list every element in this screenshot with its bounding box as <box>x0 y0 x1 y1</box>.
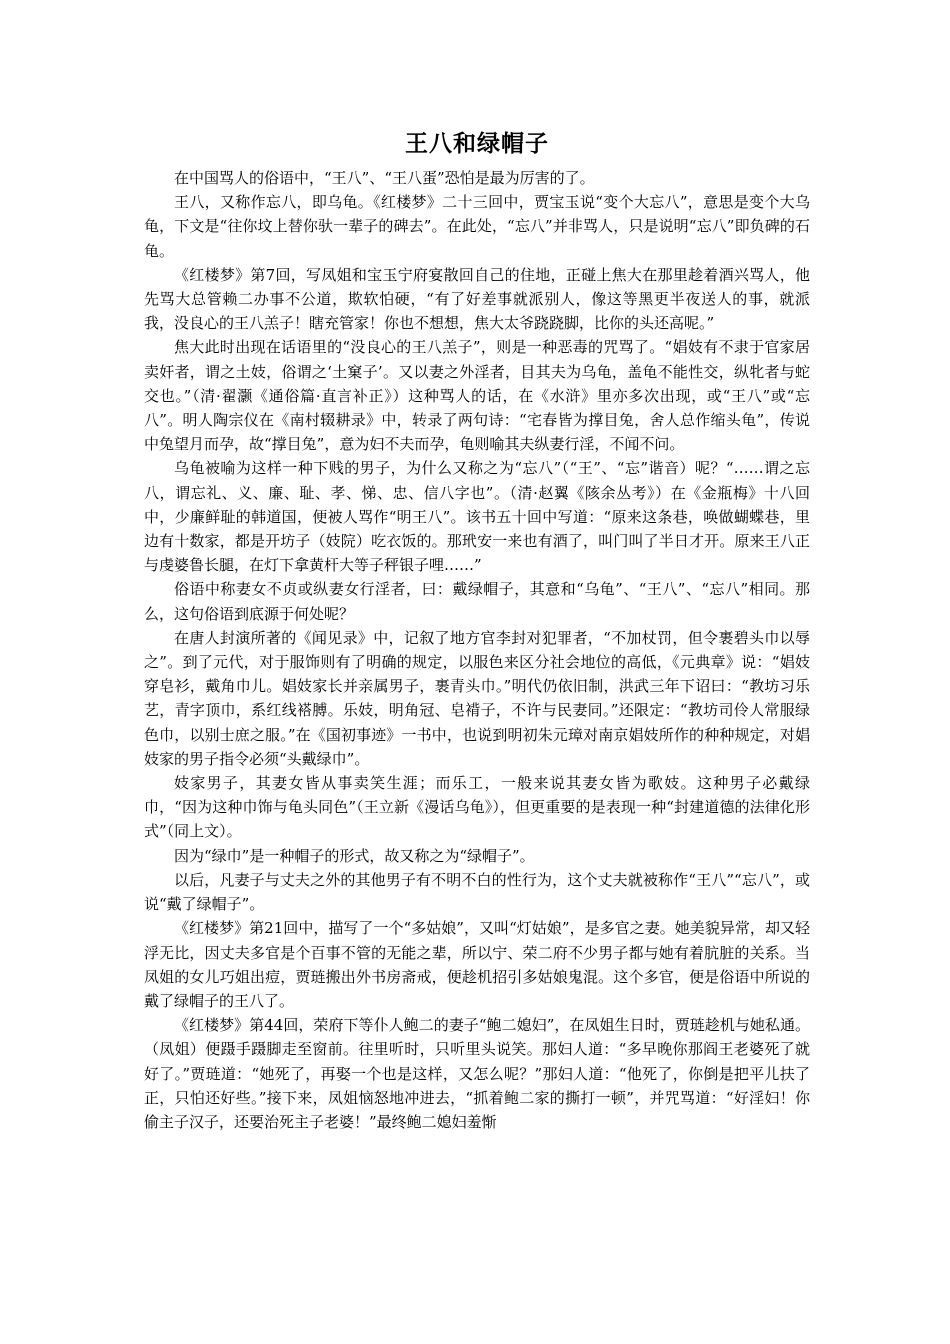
paragraph: 《红楼梦》第7回，写凤姐和宝玉宁府宴散回自己的住地，正碰上焦大在那里趁着酒兴骂人，他先骂大总管赖二办事不公道，欺软怕硬，“有了好差事就派别人，像这等黑更半夜送人的事，就派我，没良心的王八羔子！瞎充管家！你也不想想，焦大太爷跷跷脚，比你的头还高呢。” <box>144 265 810 333</box>
paragraph: 焦大此时出现在话语里的“没良心的王八羔子”，则是一种恶毒的咒骂了。“娼妓有不隶于官家居卖奸者，谓之土妓，俗谓之‘土窠子’。又以妻之外淫者，目其夫为乌龟，盖龟不能性交，纵牝者与蛇交也。”（清·翟灏《通俗篇·直言补正》）这种骂人的话，在《水浒》里亦多次出现，或“王八”或“忘八”。明人陶宗仪在《南村辍耕录》中，转录了两句诗：“宅春皆为撑目兔，舍人总作缩头龟”，传说中兔望月而孕，故“撑目兔”，意为妇不夫而孕，龟则喻其夫纵妻行淫，不闻不问。 <box>144 338 810 454</box>
paragraph: 乌龟被喻为这样一种下贱的男子，为什么又称之为“忘八”（“王”、“忘”谐音）呢？“……谓之忘八，谓忘礼、义、廉、耻、孝、悌、忠、信八字也”。（清·赵翼《陔余丛考》）在《金瓶梅》十八回中，少廉鲜耻的韩道国，便被人骂作“明王八”。该书五十回中写道：“原来这条巷，唤做蝴蝶巷，里边有十数家，都是开坊子（妓院）吃衣饭的。那玳安一来也有酒了，叫门叫了半日才开。原来王八正与虔婆鲁长腿，在灯下拿黄杆大等子秤银子哩……” <box>144 459 810 575</box>
paragraph: 俗语中称妻女不贞或纵妻女行淫者，曰：戴绿帽子，其意和“乌龟”、“王八”、“忘八”相同。那么，这句俗语到底源于何处呢？ <box>144 580 810 623</box>
document-title: 王八和绿帽子 <box>405 131 549 157</box>
paragraph: 《红楼梦》第44回，荣府下等仆人鲍二的妻子“鲍二媳妇”，在凤姐生日时，贾琏趁机与她私通。（凤姐）便蹑手蹑脚走至窗前。往里听时，只听里头说笑。那妇人道：“多早晚你那阎王老婆死了就好了。”贾琏道：“她死了，再娶一个也是这样，又怎么呢？”那妇人道：“他死了，你倒是把平儿扶了正，只怕还好些。”接下来，凤姐恼怒地冲进去，“抓着鲍二家的撕打一顿”，并咒骂道：“好淫妇！你偷主子汉子，还要治死主子老婆！”最终鲍二媳妇羞惭 <box>144 1016 810 1131</box>
paragraph: 《红楼梦》第21回中，描写了一个“多姑娘”，又叫“灯姑娘”，是多官之妻。她美貌异常，却又轻浮无比，因丈夫多官是个百事不管的无能之辈，所以宁、荣二府不少男子都与她有着肮脏的关系。当凤姐的女儿巧姐出痘，贾琏搬出外书房斋戒，便趁机招引多姑娘鬼混。这个多官，便是俗语中所说的戴了绿帽子的王八了。 <box>144 919 810 1010</box>
paragraph: 因为“绿巾”是一种帽子的形式，故又称之为“绿帽子”。 <box>174 846 535 865</box>
document-page <box>144 128 810 1134</box>
paragraph: 在唐人封演所著的《闻见录》中，记叙了地方官李封对犯罪者，“不加杖罚，但令裹碧头巾以辱之”。到了元代，对于服饰则有了明确的规定，以服色来区分社会地位的高低，《元典章》说：“娼妓穿皂衫，戴角巾儿。娼妓家长并亲属男子，裹青头巾。”明代仍依旧制，洪武三年下诏曰：“教坊习乐艺，青字顶巾，系红线褡膊。乐妓，明角冠、皂褙子，不许与民妻同。”还限定：“教坊司伶人常服绿色巾，以别士庶之服。”在《国初事迹》一书中，也说到明初朱元璋对南京娼妓所作的种种规定，对娼妓家的男子指令必须“头戴绿巾”。 <box>144 628 810 768</box>
paragraph: 在中国骂人的俗语中，“王八”、“王八蛋”恐怕是最为厉害的了。 <box>174 169 595 187</box>
paragraph: 王八，又称作忘八，即乌龟。《红楼梦》二十三回中，贾宝玉说“变个大忘八”，意思是变个大乌龟，下文是“往你坟上替你驮一辈子的碑去”。在此处，“忘八”并非骂人，只是说明“忘八”即负碑的石龟。 <box>144 193 810 260</box>
paragraph: 以后，凡妻子与丈夫之外的其他男子有不明不白的性行为，这个丈夫就被称作“王八”“忘八”，或说“戴了绿帽子”。 <box>144 870 810 914</box>
paragraph: 妓家男子，其妻女皆从事卖笑生涯；而乐工，一般来说其妻女皆为歌妓。这种男子必戴绿巾，“因为这种巾饰与龟头同色”（王立新《漫话乌龟》），但更重要的是表现一种“封建道德的法律化形式”（同上文）。 <box>144 774 810 841</box>
